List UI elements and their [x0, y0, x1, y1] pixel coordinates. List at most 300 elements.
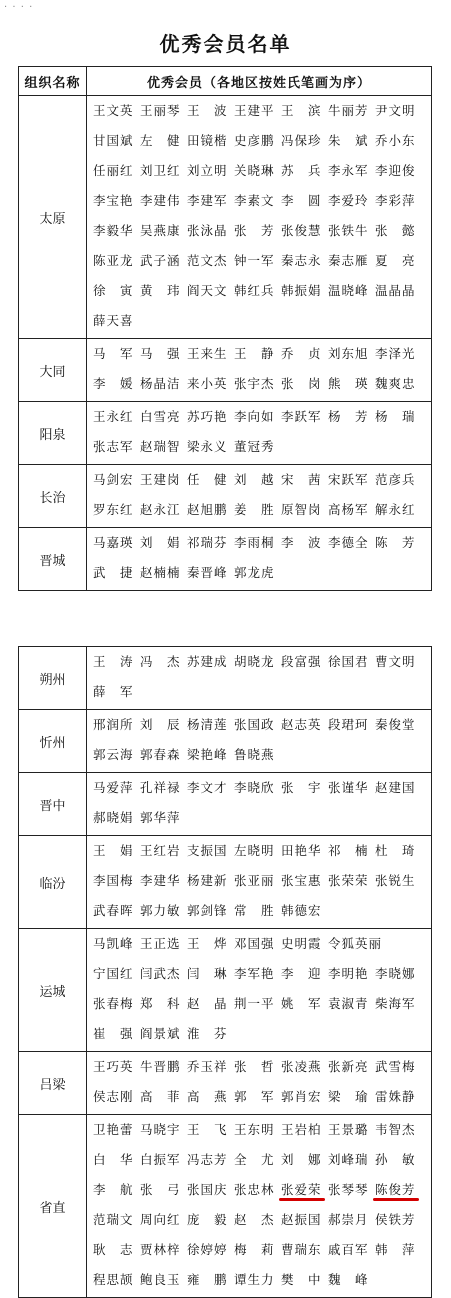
table-row — [19, 929, 432, 1052]
member-name: 张 岗 — [281, 375, 322, 391]
member-name: 刘 辰 — [140, 716, 181, 732]
member-name: 郭云海 — [93, 746, 134, 762]
member-name: 白振军 — [140, 1151, 181, 1167]
member-name: 王 娟 — [93, 842, 134, 858]
member-name: 杜 琦 — [375, 842, 416, 858]
member-name: 郭龙虎 — [234, 564, 275, 580]
member-names-cell — [87, 528, 432, 591]
member-name: 牛丽芳 — [328, 102, 369, 118]
member-names-cell — [87, 465, 432, 528]
member-name: 王文英 — [93, 102, 134, 118]
member-name: 乔玉祥 — [187, 1058, 228, 1074]
name-line — [93, 1052, 427, 1082]
member-name: 李建华 — [140, 872, 181, 888]
name-line — [93, 710, 427, 740]
member-name: 李雨桐 — [234, 534, 275, 550]
member-name: 张亚丽 — [234, 872, 275, 888]
member-name: 姜 胜 — [234, 501, 275, 517]
member-name: 鲍良玉 — [140, 1271, 181, 1287]
member-name: 杨 瑞 — [375, 408, 416, 424]
member-name: 阎天文 — [187, 282, 228, 298]
name-line — [93, 836, 427, 866]
member-name: 秦志雁 — [328, 252, 369, 268]
member-name: 徐国君 — [328, 653, 369, 669]
member-name: 郝晓娟 — [93, 809, 134, 825]
name-line — [93, 276, 427, 306]
member-name: 魏 峰 — [328, 1271, 369, 1287]
member-name: 刘 娟 — [140, 534, 181, 550]
org-name-cell: 大同 — [19, 339, 87, 402]
member-name: 田镜楷 — [187, 132, 228, 148]
member-name: 阎景斌 — [140, 1025, 181, 1041]
member-name: 令狐英丽 — [328, 935, 383, 951]
member-names-cell — [87, 647, 432, 710]
member-name: 马嘉瑛 — [93, 534, 134, 550]
name-line — [93, 126, 427, 156]
member-name: 李爱玲 — [328, 192, 369, 208]
member-name: 李向如 — [234, 408, 275, 424]
member-name: 张琴琴 — [328, 1181, 369, 1197]
member-name: 张 弓 — [140, 1181, 181, 1197]
member-name: 张 宇 — [281, 779, 322, 795]
member-name: 牛晋鹏 — [140, 1058, 181, 1074]
member-name: 宁国红 — [93, 965, 134, 981]
member-name: 秦俊堂 — [375, 716, 416, 732]
member-name: 吴燕康 — [140, 222, 181, 238]
member-name: 赵志英 — [281, 716, 322, 732]
member-name: 刘 越 — [234, 471, 275, 487]
table-row — [19, 773, 432, 836]
member-name: 樊 中 — [281, 1271, 322, 1287]
member-name: 刘东旭 — [328, 345, 369, 361]
member-name: 李素文 — [234, 192, 275, 208]
name-line — [93, 1082, 427, 1112]
member-names-cell — [87, 96, 432, 339]
org-name-cell: 晋中 — [19, 773, 87, 836]
member-name: 白 华 — [93, 1151, 134, 1167]
member-name: 王正选 — [140, 935, 181, 951]
member-name: 王东明 — [234, 1121, 275, 1137]
org-name-cell: 晋城 — [19, 528, 87, 591]
member-name: 温晓峰 — [328, 282, 369, 298]
member-name: 李 圆 — [281, 192, 322, 208]
page-title: 优秀会员名单 — [159, 32, 292, 56]
member-name: 侯志刚 — [93, 1088, 134, 1104]
name-line — [93, 803, 427, 833]
member-name: 曹瑞东 — [281, 1241, 322, 1257]
member-name: 荆一平 — [234, 995, 275, 1011]
org-name-cell: 长治 — [19, 465, 87, 528]
member-name: 张 懿 — [375, 222, 416, 238]
member-name: 王建岗 — [140, 471, 181, 487]
name-line — [93, 896, 427, 926]
member-name: 李军艳 — [234, 965, 275, 981]
member-name: 李 波 — [281, 534, 322, 550]
member-name: 李泽光 — [375, 345, 416, 361]
member-name: 李 迎 — [281, 965, 322, 981]
member-name: 雍 鹏 — [187, 1271, 228, 1287]
member-name: 邓国强 — [234, 935, 275, 951]
member-name: 张国庆 — [187, 1181, 228, 1197]
member-table-part1 — [18, 66, 432, 591]
member-name: 赵永江 — [140, 501, 181, 517]
org-name-cell: 省直 — [19, 1115, 87, 1298]
member-name: 高杨军 — [328, 501, 369, 517]
member-name: 苏 兵 — [281, 162, 322, 178]
member-name: 张泳晶 — [187, 222, 228, 238]
member-name: 李文才 — [187, 779, 228, 795]
member-name: 祁 楠 — [328, 842, 369, 858]
member-name: 武雪梅 — [375, 1058, 416, 1074]
member-name: 李德全 — [328, 534, 369, 550]
name-line — [93, 929, 427, 959]
member-name: 郭春森 — [140, 746, 181, 762]
member-name: 王 涛 — [93, 653, 134, 669]
member-name: 韦智杰 — [375, 1121, 416, 1137]
member-name: 任 健 — [187, 471, 228, 487]
member-name: 支振国 — [187, 842, 228, 858]
org-name-cell: 阳泉 — [19, 402, 87, 465]
member-name: 姚 军 — [281, 995, 322, 1011]
org-name-cell: 运城 — [19, 929, 87, 1052]
member-name: 张宇杰 — [234, 375, 275, 391]
table-row — [19, 465, 432, 528]
name-line — [93, 677, 427, 707]
member-name: 梁艳峰 — [187, 746, 228, 762]
member-name: 关晓琳 — [234, 162, 275, 178]
name-line — [93, 740, 427, 770]
member-names-cell — [87, 710, 432, 773]
member-name: 陈 芳 — [375, 534, 416, 550]
member-name: 张志军 — [93, 438, 134, 454]
member-name: 张 芳 — [234, 222, 275, 238]
name-line — [93, 647, 427, 677]
member-name: 冯 杰 — [140, 653, 181, 669]
member-name: 谭生力 — [234, 1271, 275, 1287]
member-name: 郭 军 — [234, 1088, 275, 1104]
member-name: 董冠秀 — [234, 438, 275, 454]
name-line — [93, 306, 427, 336]
member-name: 崔 强 — [93, 1025, 134, 1041]
member-name: 孔祥禄 — [140, 779, 181, 795]
member-name: 乔 贞 — [281, 345, 322, 361]
member-name: 王巧英 — [93, 1058, 134, 1074]
member-name: 袁淑青 — [328, 995, 369, 1011]
name-line — [93, 495, 427, 525]
member-name: 张宝惠 — [281, 872, 322, 888]
member-name: 秦志永 — [281, 252, 322, 268]
member-name: 梁 瑜 — [328, 1088, 369, 1104]
table-header-row — [19, 67, 432, 96]
member-name: 王丽琴 — [140, 102, 181, 118]
member-name: 王 静 — [234, 345, 275, 361]
member-name: 赵 晶 — [187, 995, 228, 1011]
member-name: 温晶晶 — [375, 282, 416, 298]
member-name: 王来生 — [187, 345, 228, 361]
name-line — [93, 186, 427, 216]
table-row — [19, 1052, 432, 1115]
member-name: 李建伟 — [140, 192, 181, 208]
table-row — [19, 1115, 432, 1298]
header-members: 优秀会员（各地区按姓氏笔画为序） — [87, 67, 432, 96]
org-name-cell: 朔州 — [19, 647, 87, 710]
member-name: 段富强 — [281, 653, 322, 669]
member-name: 李永军 — [328, 162, 369, 178]
member-name: 黄 玮 — [140, 282, 181, 298]
member-name: 王岩柏 — [281, 1121, 322, 1137]
name-line — [93, 558, 427, 588]
name-line — [93, 1175, 427, 1205]
member-name: 郭力敏 — [140, 902, 181, 918]
member-name: 范瑞文 — [93, 1211, 134, 1227]
name-line — [93, 216, 427, 246]
member-name: 徐 寅 — [93, 282, 134, 298]
member-name: 赵 杰 — [234, 1211, 275, 1227]
member-name: 张新亮 — [328, 1058, 369, 1074]
member-name: 李跃军 — [281, 408, 322, 424]
member-name: 史彦鹏 — [234, 132, 275, 148]
member-name: 张铁牛 — [328, 222, 369, 238]
member-name: 李迎俊 — [375, 162, 416, 178]
member-name: 刘峰瑞 — [328, 1151, 369, 1167]
table-row — [19, 528, 432, 591]
member-name: 赵楠楠 — [140, 564, 181, 580]
member-name: 杨清莲 — [187, 716, 228, 732]
member-name: 刘 娜 — [281, 1151, 322, 1167]
member-name: 苏建成 — [187, 653, 228, 669]
member-name: 张俊慧 — [281, 222, 322, 238]
name-line — [93, 1019, 427, 1049]
member-name: 来小英 — [187, 375, 228, 391]
member-name: 武 捷 — [93, 564, 134, 580]
member-name: 马剑宏 — [93, 471, 134, 487]
member-name: 夏 亮 — [375, 252, 416, 268]
member-names-cell — [87, 929, 432, 1052]
member-name: 甘国斌 — [93, 132, 134, 148]
member-name: 王 波 — [187, 102, 228, 118]
member-name: 李彩萍 — [375, 192, 416, 208]
member-name: 梁永义 — [187, 438, 228, 454]
table-row — [19, 96, 432, 339]
name-line — [93, 339, 427, 369]
member-name: 梅 莉 — [234, 1241, 275, 1257]
top-left-dots: · · · · — [4, 2, 34, 13]
member-name: 马晓宇 — [140, 1121, 181, 1137]
member-name: 解永红 — [375, 501, 416, 517]
member-name: 刘立明 — [187, 162, 228, 178]
member-names-cell — [87, 836, 432, 929]
member-name: 祁瑞芬 — [187, 534, 228, 550]
name-line — [93, 246, 427, 276]
member-name: 宋跃军 — [328, 471, 369, 487]
member-name: 杨晶洁 — [140, 375, 181, 391]
member-name: 田艳华 — [281, 842, 322, 858]
member-name: 原智岗 — [281, 501, 322, 517]
member-name: 白雪亮 — [140, 408, 181, 424]
name-line — [93, 156, 427, 186]
member-name: 韩振娟 — [281, 282, 322, 298]
member-name: 王建平 — [234, 102, 275, 118]
member-name: 范彦兵 — [375, 471, 416, 487]
member-name: 王红岩 — [140, 842, 181, 858]
member-name: 淮 芬 — [187, 1025, 228, 1041]
member-name: 张忠林 — [234, 1181, 275, 1197]
name-line — [93, 432, 427, 462]
member-name: 王景璐 — [328, 1121, 369, 1137]
member-name: 王 飞 — [187, 1121, 228, 1137]
table-row — [19, 402, 432, 465]
name-line — [93, 402, 427, 432]
member-name: 曹文明 — [375, 653, 416, 669]
name-line — [93, 959, 427, 989]
highlighted-member-name: 张爱荣 — [281, 1184, 328, 1197]
org-name-cell: 忻州 — [19, 710, 87, 773]
name-line — [93, 773, 427, 803]
member-name: 高 燕 — [187, 1088, 228, 1104]
member-name: 李 航 — [93, 1181, 134, 1197]
member-name: 史明霞 — [281, 935, 322, 951]
member-name: 韩 萍 — [375, 1241, 416, 1257]
table-row — [19, 836, 432, 929]
member-names-cell — [87, 339, 432, 402]
member-name: 朱 斌 — [328, 132, 369, 148]
member-name: 高 菲 — [140, 1088, 181, 1104]
member-name: 李建军 — [187, 192, 228, 208]
member-name: 张谨华 — [328, 779, 369, 795]
member-name: 马 军 — [93, 345, 134, 361]
member-name: 赵旭鹏 — [187, 501, 228, 517]
table-row — [19, 710, 432, 773]
member-name: 武春晖 — [93, 902, 134, 918]
member-name: 王 滨 — [281, 102, 322, 118]
table-row — [19, 647, 432, 710]
member-name: 李国梅 — [93, 872, 134, 888]
member-name: 魏爽忠 — [375, 375, 416, 391]
org-name-cell: 吕梁 — [19, 1052, 87, 1115]
name-line — [93, 989, 427, 1019]
member-name: 胡晓龙 — [234, 653, 275, 669]
member-name: 武子涵 — [140, 252, 181, 268]
member-name: 赵建国 — [375, 779, 416, 795]
member-name: 左晓明 — [234, 842, 275, 858]
member-name: 郭剑锋 — [187, 902, 228, 918]
member-name: 杨 芳 — [328, 408, 369, 424]
member-name: 耿 志 — [93, 1241, 134, 1257]
member-name: 段珺珂 — [328, 716, 369, 732]
member-names-cell — [87, 773, 432, 836]
name-line — [93, 1235, 427, 1265]
member-name: 孙 敏 — [375, 1151, 416, 1167]
member-name: 杨建新 — [187, 872, 228, 888]
member-name: 郭华萍 — [140, 809, 181, 825]
member-name: 庞 毅 — [187, 1211, 228, 1227]
member-name: 苏巧艳 — [187, 408, 228, 424]
member-name: 秦晋峰 — [187, 564, 228, 580]
member-name: 柴海军 — [375, 995, 416, 1011]
member-name: 张锐生 — [375, 872, 416, 888]
member-name: 陈亚龙 — [93, 252, 134, 268]
member-name: 李 媛 — [93, 375, 134, 391]
member-name: 戚百军 — [328, 1241, 369, 1257]
member-name: 冯保珍 — [281, 132, 322, 148]
member-name: 王 烨 — [187, 935, 228, 951]
member-name: 赵瑞智 — [140, 438, 181, 454]
highlighted-member-name: 陈俊芳 — [375, 1184, 422, 1197]
org-name-cell: 太原 — [19, 96, 87, 339]
name-line — [93, 96, 427, 126]
member-name: 郝崇月 — [328, 1211, 369, 1227]
name-line — [93, 1205, 427, 1235]
member-name: 熊 瑛 — [328, 375, 369, 391]
member-name: 乔小东 — [375, 132, 416, 148]
member-name: 郭肖宏 — [281, 1088, 322, 1104]
member-name: 贾林梓 — [140, 1241, 181, 1257]
member-names-cell — [87, 402, 432, 465]
member-table-part2 — [18, 646, 432, 1298]
name-line — [93, 1265, 427, 1295]
member-names-cell — [87, 1115, 432, 1298]
member-name: 闫武杰 — [140, 965, 181, 981]
member-name: 尹文明 — [375, 102, 416, 118]
member-name: 李毅华 — [93, 222, 134, 238]
member-name: 王永红 — [93, 408, 134, 424]
member-name: 张荣荣 — [328, 872, 369, 888]
member-name: 刘卫红 — [140, 162, 181, 178]
member-name: 全 尤 — [234, 1151, 275, 1167]
member-name: 李宝艳 — [93, 192, 134, 208]
member-name: 钟一军 — [234, 252, 275, 268]
member-name: 张凌燕 — [281, 1058, 322, 1074]
member-name: 闫 琳 — [187, 965, 228, 981]
member-names-cell — [87, 1052, 432, 1115]
member-name: 徐婷婷 — [187, 1241, 228, 1257]
member-name: 韩德宏 — [281, 902, 322, 918]
member-name: 赵振国 — [281, 1211, 322, 1227]
member-name: 任丽红 — [93, 162, 134, 178]
member-name: 郑 科 — [140, 995, 181, 1011]
member-name: 马凯峰 — [93, 935, 134, 951]
member-name: 雷姝静 — [375, 1088, 416, 1104]
member-name: 韩红兵 — [234, 282, 275, 298]
member-name: 李明艳 — [328, 965, 369, 981]
name-line — [93, 465, 427, 495]
name-line — [93, 1145, 427, 1175]
member-name: 薛 军 — [93, 683, 134, 699]
member-name: 范文杰 — [187, 252, 228, 268]
member-name: 马 强 — [140, 345, 181, 361]
name-line — [93, 528, 427, 558]
member-name: 卫艳蕾 — [93, 1121, 134, 1137]
member-name: 李晓欣 — [234, 779, 275, 795]
member-name: 常 胜 — [234, 902, 275, 918]
member-name: 张春梅 — [93, 995, 134, 1011]
member-name: 邢润所 — [93, 716, 134, 732]
name-line — [93, 1115, 427, 1145]
member-name: 侯铁芳 — [375, 1211, 416, 1227]
header-org: 组织名称 — [19, 67, 87, 96]
member-name: 罗东红 — [93, 501, 134, 517]
member-name: 左 健 — [140, 132, 181, 148]
member-name: 张 哲 — [234, 1058, 275, 1074]
member-name: 周向红 — [140, 1211, 181, 1227]
member-name: 薛天喜 — [93, 312, 134, 328]
member-name: 李晓娜 — [375, 965, 416, 981]
member-name: 程思颉 — [93, 1271, 134, 1287]
member-name: 冯志芳 — [187, 1151, 228, 1167]
org-name-cell: 临汾 — [19, 836, 87, 929]
name-line — [93, 369, 427, 399]
member-name: 马爱萍 — [93, 779, 134, 795]
